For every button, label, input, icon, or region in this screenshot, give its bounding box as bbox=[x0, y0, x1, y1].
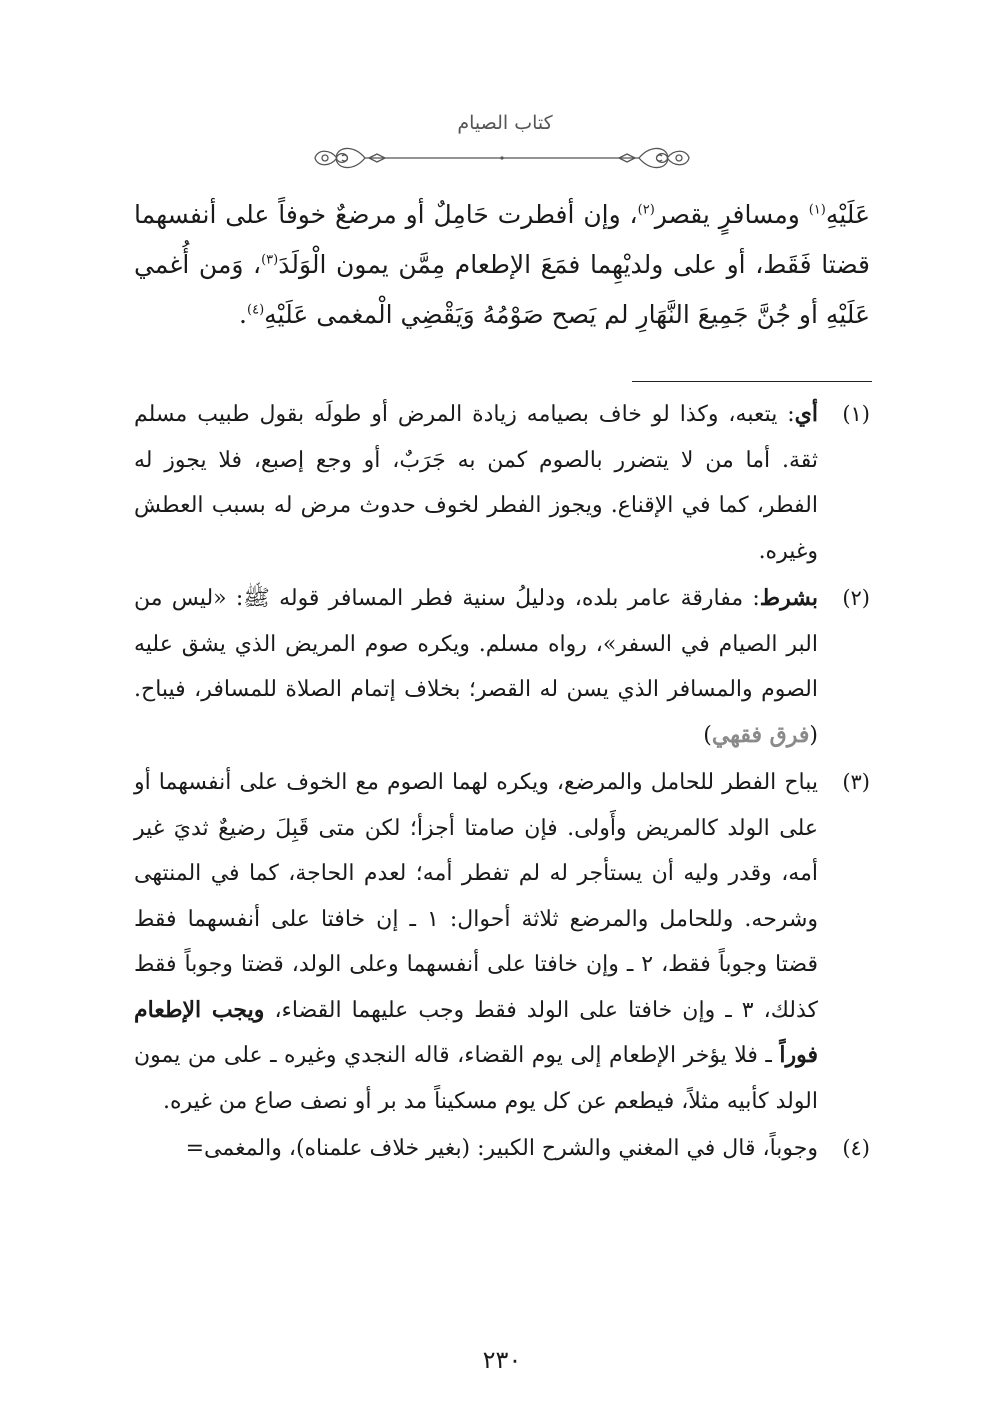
main-text-segment: . bbox=[239, 300, 247, 329]
footnote-text: يباح الفطر للحامل والمرضع، ويكره لهما الصوم مع الخوف على أنفسهما أو على الولد كالمريض وأَولى. فإن صامتا أجزأ؛ لكن متى قَبِلَ رضيعٌ ثديَ غير أمه، وقدر وليه أن يستأجر له لم تفطر أمه؛ لعدم الحاجة، كما في المنتهى وشرحه. وللحامل والمرضع ثلاثة أحوال: ١ ـ إن خافتا على أنفسهما فقط قضتا وجوباً فقط، ٢ ـ وإن خافتا على أنفسهما وعلى الولد، قضتا وجوباً فقط كذلك، ٣ ـ وإن خافتا على الولد فقط وجب عليهما القضاء، bbox=[134, 770, 818, 1023]
footnote-body bbox=[134, 586, 818, 748]
footnote-number: (٢) bbox=[842, 586, 870, 610]
page-header bbox=[0, 112, 1004, 178]
main-paragraph bbox=[134, 190, 870, 340]
running-head: كتاب الصيام bbox=[457, 112, 553, 134]
main-text-segment: ، وَمن أُغمي عَلَيْهِ أو جُنَّ جَمِيعَ النَّهَارِ لم يَصح صَوْمُهُ وَيَقْضِي الْمغمى عَلَيْهِ bbox=[134, 250, 870, 329]
main-text-segment: ، وإن أفطرت حَامِلٌ أو مرضعٌ خوفاً على أنفسهما قضتا فَقَط، أو على ولديْهِما فمَعَ الإطعام مِمَّن يمون الْوَلَدَ bbox=[134, 200, 870, 279]
footnote-ref-3[interactable]: (٣) bbox=[261, 252, 279, 268]
footnote-accent-label: فرق فقهي bbox=[711, 721, 810, 748]
footnote-body bbox=[134, 402, 818, 564]
footnote-lead: أي bbox=[794, 401, 818, 427]
footnote-2 bbox=[134, 576, 870, 758]
footnote-body bbox=[186, 1136, 818, 1161]
footnote-4 bbox=[134, 1126, 870, 1172]
main-text-segment: ومسافرٍ يقصر bbox=[654, 200, 809, 229]
ornament-divider-icon bbox=[307, 138, 697, 178]
footnote-tail: ـ فلا يؤخر الإطعام إلى يوم القضاء، قاله النجدي وغيره ـ على من يمون الولد كأبيه مثلاً، فيطعم عن كل يوم مسكيناً مد بر أو نصف صاع من غيره. bbox=[134, 1043, 818, 1114]
main-text bbox=[134, 190, 870, 340]
footnote-separator bbox=[632, 381, 872, 382]
footnotes bbox=[134, 392, 870, 1174]
footnote-number: (١) bbox=[842, 402, 870, 426]
footnote-text: : مفارقة عامر بلده، ودليلُ سنية فطر المسافر قوله ﷺ: «ليس من البر الصيام في السفر»، رواه مسلم. ويكره صوم المريض الذي يشق عليه الصوم والمسافر الذي يسن له القصر؛ بخلاف إتمام الصلاة للمسافر، فيباح. ( bbox=[134, 586, 818, 748]
footnote-ref-2[interactable]: (٢) bbox=[637, 202, 655, 218]
page-number: ٢٣٠ bbox=[482, 1346, 522, 1374]
footnote-number: (٤) bbox=[842, 1136, 870, 1160]
footnote-3 bbox=[134, 760, 870, 1124]
footnote-number: (٣) bbox=[842, 770, 870, 794]
main-text-segment: عَلَيْهِ bbox=[825, 200, 870, 229]
footnote-text: وجوباً، قال في المغني والشرح الكبير: (بغير خلاف علمناه)، والمغمى= bbox=[185, 1136, 818, 1161]
footnote-body bbox=[134, 770, 818, 1114]
footnote-ref-4[interactable]: (٤) bbox=[247, 302, 265, 318]
footnote-text: : يتعبه، وكذا لو خاف بصيامه زيادة المرض أو طولَه بقول طبيب مسلم ثقة. أما من لا يتضرر بالصوم كمن به جَرَبٌ، أو وجع إصبع، فلا يجوز له الفطر، كما في الإقناع. ويجوز الفطر لخوف حدوث مرض له بسبب العطش وغيره. bbox=[134, 402, 818, 564]
footnote-ref-1[interactable]: (١) bbox=[808, 202, 826, 218]
footnote-1 bbox=[134, 392, 870, 574]
footnote-tail: ) bbox=[703, 722, 712, 748]
footnote-bold-phrase: ويجب الإطعام فوراً bbox=[134, 996, 818, 1068]
footnote-lead: بشرط bbox=[759, 585, 818, 611]
